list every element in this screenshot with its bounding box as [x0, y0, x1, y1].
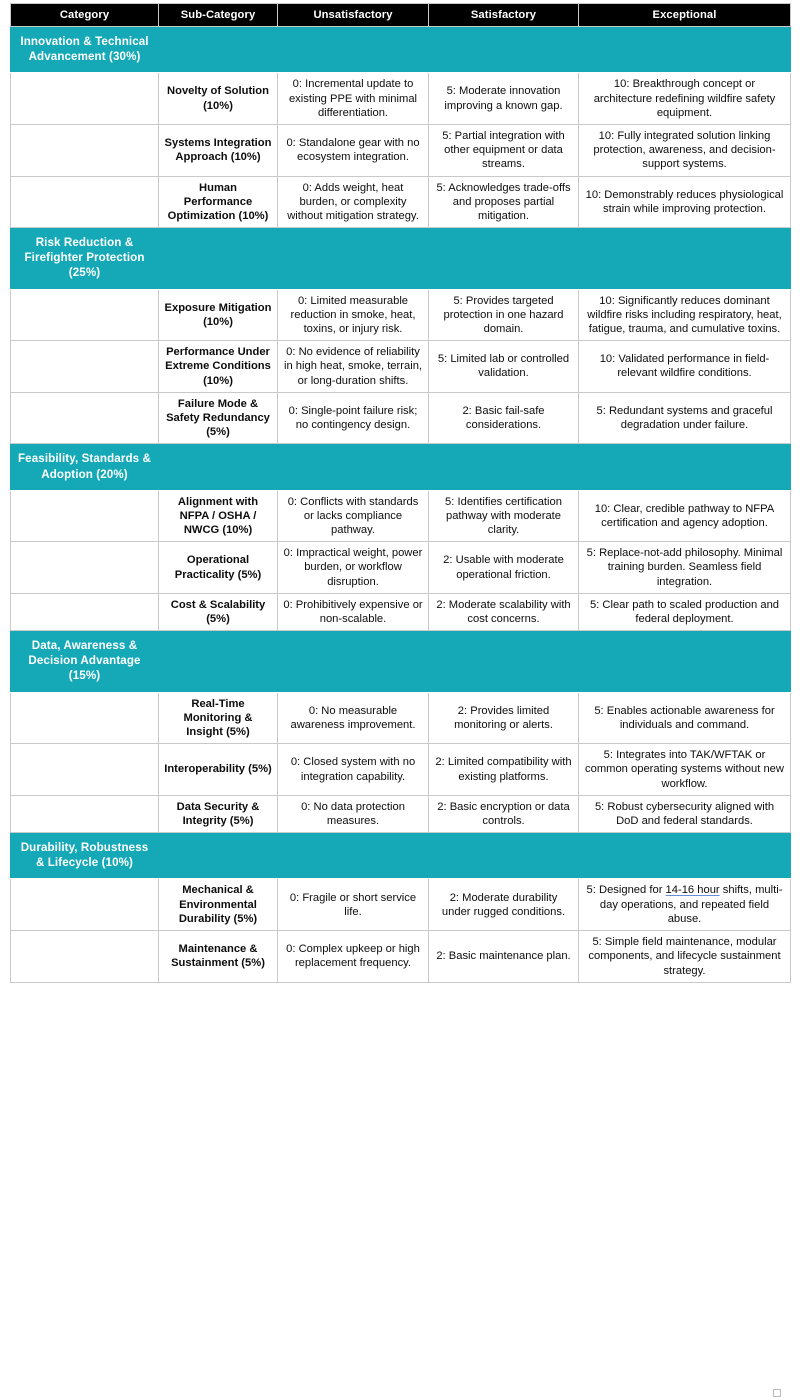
satisfactory-cell: 2: Provides limited monitoring or alerts.	[429, 692, 579, 744]
exceptional-cell: 10: Validated performance in field-relevant wildfire conditions.	[579, 341, 791, 393]
rubric-document	[10, 3, 790, 983]
band-cell-satisfactory	[429, 631, 579, 692]
satisfactory-cell: 5: Provides targeted protection in one hazard domain.	[429, 289, 579, 341]
unsatisfactory-cell: 0: Prohibitively expensive or non-scalable.	[278, 593, 429, 630]
table-row	[11, 289, 791, 341]
table-row	[11, 176, 791, 228]
subcategory-cell: Exposure Mitigation (10%)	[159, 289, 278, 341]
band-cell-satisfactory	[429, 228, 579, 289]
satisfactory-cell: 5: Identifies certification pathway with moderate clarity.	[429, 490, 579, 542]
unsatisfactory-cell: 0: No measurable awareness improvement.	[278, 692, 429, 744]
category-cell-empty	[11, 542, 159, 594]
unsatisfactory-cell: 0: Closed system with no integration capability.	[278, 744, 429, 796]
band-cell-exceptional	[579, 27, 791, 73]
subcategory-cell: Mechanical & Environmental Durability (5%)	[159, 879, 278, 931]
subcategory-cell: Interoperability (5%)	[159, 744, 278, 796]
band-cell-exceptional	[579, 228, 791, 289]
section-band-row	[11, 228, 791, 289]
column-header-unsatisfactory: Unsatisfactory	[278, 4, 429, 27]
category-cell-empty	[11, 593, 159, 630]
exceptional-cell: 5: Clear path to scaled production and federal deployment.	[579, 593, 791, 630]
band-cell-subcategory	[159, 228, 278, 289]
section-band-label: Feasibility, Standards & Adoption (20%)	[11, 444, 159, 490]
table-row	[11, 879, 791, 931]
section-band-row	[11, 833, 791, 879]
unsatisfactory-cell: 0: No data protection measures.	[278, 795, 429, 832]
subcategory-cell: Real-Time Monitoring & Insight (5%)	[159, 692, 278, 744]
category-cell-empty	[11, 289, 159, 341]
table-row	[11, 795, 791, 832]
category-cell-empty	[11, 176, 159, 228]
subcategory-cell: Alignment with NFPA / OSHA / NWCG (10%)	[159, 490, 278, 542]
category-cell-empty	[11, 744, 159, 796]
exceptional-cell: 5: Robust cybersecurity aligned with DoD and federal standards.	[579, 795, 791, 832]
table-header	[11, 4, 791, 27]
band-cell-unsatisfactory	[278, 833, 429, 879]
band-cell-satisfactory	[429, 27, 579, 73]
section-band-label: Risk Reduction & Firefighter Protection (25%)	[11, 228, 159, 289]
satisfactory-cell: 5: Limited lab or controlled validation.	[429, 341, 579, 393]
category-cell-empty	[11, 125, 159, 177]
unsatisfactory-cell: 0: Conflicts with standards or lacks compliance pathway.	[278, 490, 429, 542]
unsatisfactory-cell: 0: Complex upkeep or high replacement frequency.	[278, 931, 429, 983]
unsatisfactory-cell: 0: Incremental update to existing PPE with minimal differentiation.	[278, 73, 429, 125]
satisfactory-cell: 5: Acknowledges trade-offs and proposes partial mitigation.	[429, 176, 579, 228]
band-cell-unsatisfactory	[278, 228, 429, 289]
exceptional-cell: 10: Fully integrated solution linking protection, awareness, and decision-support systems.	[579, 125, 791, 177]
table-row	[11, 542, 791, 594]
band-cell-satisfactory	[429, 833, 579, 879]
subcategory-cell: Data Security & Integrity (5%)	[159, 795, 278, 832]
satisfactory-cell: 2: Limited compatibility with existing platforms.	[429, 744, 579, 796]
unsatisfactory-cell: 0: Fragile or short service life.	[278, 879, 429, 931]
category-cell-empty	[11, 341, 159, 393]
band-cell-subcategory	[159, 444, 278, 490]
table-row	[11, 744, 791, 796]
exceptional-cell: 5: Designed for 14-16 hour shifts, multi-day operations, and repeated field abuse.	[579, 879, 791, 931]
section-band-row	[11, 631, 791, 692]
satisfactory-cell: 2: Usable with moderate operational friction.	[429, 542, 579, 594]
subcategory-cell: Operational Practicality (5%)	[159, 542, 278, 594]
subcategory-cell: Maintenance & Sustainment (5%)	[159, 931, 278, 983]
column-header-exceptional: Exceptional	[579, 4, 791, 27]
table-row	[11, 931, 791, 983]
object-resize-handle[interactable]	[773, 1389, 781, 1397]
satisfactory-cell: 2: Basic maintenance plan.	[429, 931, 579, 983]
satisfactory-cell: 5: Moderate innovation improving a known gap.	[429, 73, 579, 125]
exceptional-cell: 10: Demonstrably reduces physiological strain while improving protection.	[579, 176, 791, 228]
column-header-satisfactory: Satisfactory	[429, 4, 579, 27]
satisfactory-cell: 2: Moderate durability under rugged conditions.	[429, 879, 579, 931]
band-cell-exceptional	[579, 833, 791, 879]
exceptional-cell: 10: Significantly reduces dominant wildfire risks including respiratory, heat, fatigue, trauma, and cumulative toxins.	[579, 289, 791, 341]
table-row	[11, 73, 791, 125]
satisfactory-cell: 2: Basic fail-safe considerations.	[429, 392, 579, 444]
subcategory-cell: Novelty of Solution (10%)	[159, 73, 278, 125]
subcategory-cell: Performance Under Extreme Conditions (10%)	[159, 341, 278, 393]
section-band-label: Innovation & Technical Advancement (30%)	[11, 27, 159, 73]
category-cell-empty	[11, 795, 159, 832]
spellcheck-marked-text: 14-16 hour	[665, 884, 720, 897]
column-header-category: Category	[11, 4, 159, 27]
band-cell-unsatisfactory	[278, 631, 429, 692]
category-cell-empty	[11, 392, 159, 444]
exceptional-cell: 5: Replace-not-add philosophy. Minimal training burden. Seamless field integration.	[579, 542, 791, 594]
satisfactory-cell: 2: Moderate scalability with cost concerns.	[429, 593, 579, 630]
exceptional-cell: 5: Integrates into TAK/WFTAK or common operating systems without new workflow.	[579, 744, 791, 796]
category-cell-empty	[11, 931, 159, 983]
band-cell-satisfactory	[429, 444, 579, 490]
table-body	[11, 27, 791, 983]
table-header-row	[11, 4, 791, 27]
band-cell-subcategory	[159, 27, 278, 73]
table-row	[11, 125, 791, 177]
category-cell-empty	[11, 879, 159, 931]
satisfactory-cell: 2: Basic encryption or data controls.	[429, 795, 579, 832]
band-cell-unsatisfactory	[278, 27, 429, 73]
exceptional-cell: 10: Breakthrough concept or architecture redefining wildfire safety equipment.	[579, 73, 791, 125]
unsatisfactory-cell: 0: Impractical weight, power burden, or workflow disruption.	[278, 542, 429, 594]
table-row	[11, 490, 791, 542]
section-band-row	[11, 27, 791, 73]
subcategory-cell: Failure Mode & Safety Redundancy (5%)	[159, 392, 278, 444]
category-cell-empty	[11, 490, 159, 542]
subcategory-cell: Systems Integration Approach (10%)	[159, 125, 278, 177]
unsatisfactory-cell: 0: Single-point failure risk; no contingency design.	[278, 392, 429, 444]
exceptional-cell: 5: Redundant systems and graceful degradation under failure.	[579, 392, 791, 444]
table-row	[11, 392, 791, 444]
category-cell-empty	[11, 692, 159, 744]
section-band-label: Data, Awareness & Decision Advantage (15%)	[11, 631, 159, 692]
category-cell-empty	[11, 73, 159, 125]
unsatisfactory-cell: 0: No evidence of reliability in high heat, smoke, terrain, or long-duration shifts.	[278, 341, 429, 393]
section-band-row	[11, 444, 791, 490]
table-row	[11, 692, 791, 744]
subcategory-cell: Cost & Scalability (5%)	[159, 593, 278, 630]
exceptional-cell: 5: Enables actionable awareness for individuals and command.	[579, 692, 791, 744]
table-row	[11, 341, 791, 393]
band-cell-subcategory	[159, 631, 278, 692]
band-cell-unsatisfactory	[278, 444, 429, 490]
band-cell-subcategory	[159, 833, 278, 879]
band-cell-exceptional	[579, 631, 791, 692]
satisfactory-cell: 5: Partial integration with other equipment or data streams.	[429, 125, 579, 177]
scoring-rubric-table	[10, 3, 791, 983]
subcategory-cell: Human Performance Optimization (10%)	[159, 176, 278, 228]
table-row	[11, 593, 791, 630]
band-cell-exceptional	[579, 444, 791, 490]
exceptional-cell: 5: Simple field maintenance, modular components, and lifecycle sustainment strategy.	[579, 931, 791, 983]
unsatisfactory-cell: 0: Standalone gear with no ecosystem integration.	[278, 125, 429, 177]
exceptional-cell: 10: Clear, credible pathway to NFPA certification and agency adoption.	[579, 490, 791, 542]
unsatisfactory-cell: 0: Adds weight, heat burden, or complexity without mitigation strategy.	[278, 176, 429, 228]
column-header-subcategory: Sub-Category	[159, 4, 278, 27]
section-band-label: Durability, Robustness & Lifecycle (10%)	[11, 833, 159, 879]
unsatisfactory-cell: 0: Limited measurable reduction in smoke, heat, toxins, or injury risk.	[278, 289, 429, 341]
